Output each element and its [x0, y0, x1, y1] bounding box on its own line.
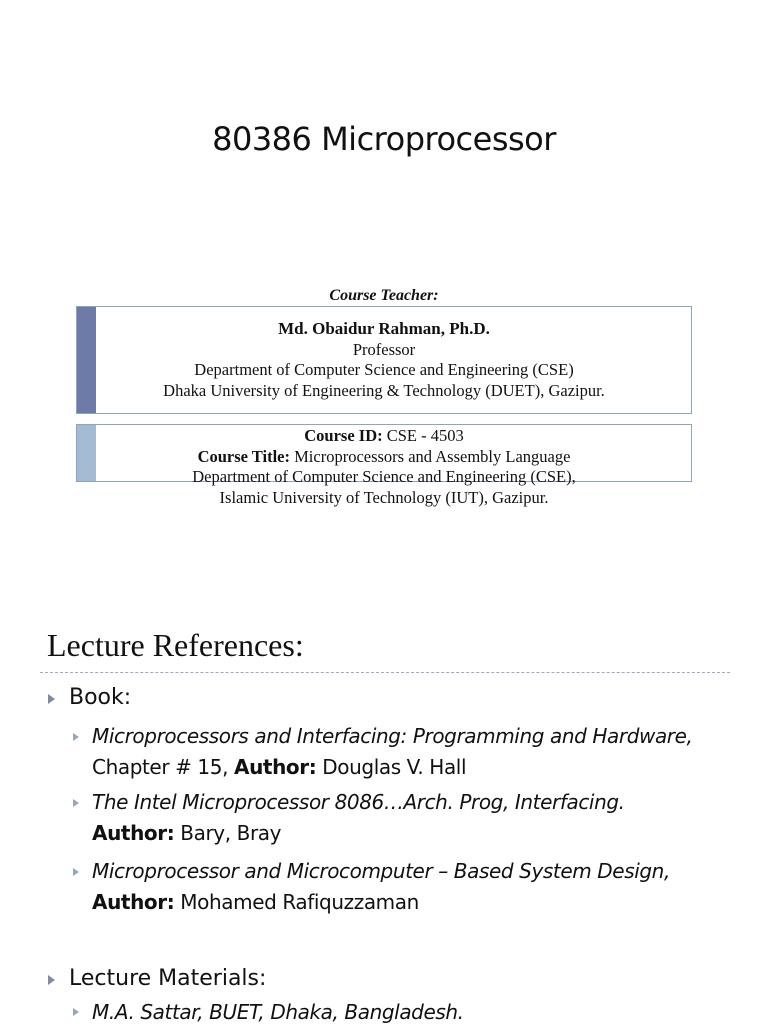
book-author-label: Author:: [234, 755, 317, 779]
book-author-label: Author:: [92, 890, 175, 914]
teacher-name: Md. Obaidur Rahman, Ph.D.: [278, 319, 490, 338]
lecture-materials-label: Lecture Materials:: [69, 966, 267, 991]
book-label: Book:: [69, 685, 132, 710]
teacher-info: [0, 319, 768, 401]
course-id-line: [0, 426, 768, 447]
course-teacher-heading: Course Teacher:: [329, 287, 439, 304]
book-title: Microprocessors and Interfacing: Programming and Hardware,: [92, 724, 693, 748]
material-item: M.A. Sattar, BUET, Dhaka, Bangladesh.: [92, 1000, 464, 1024]
teacher-position: Professor: [352, 339, 416, 359]
book-author: Bary, Bray: [174, 821, 282, 845]
book-author-line: [92, 818, 625, 849]
book-title: The Intel Microprocessor 8086…Arch. Prog, Interfacing.: [92, 790, 625, 814]
sub-bullet-triangle-icon: [73, 868, 79, 876]
bullet-triangle-icon: [48, 694, 55, 704]
title-divider: [40, 672, 730, 673]
teacher-university: Dhaka University of Engineering & Technology (DUET), Gazipur.: [163, 380, 605, 400]
book-author-line: [92, 752, 692, 783]
book-author-label: Author:: [92, 821, 175, 845]
course-title-label: Course Title:: [197, 446, 290, 466]
course-title-value: Microprocessors and Assembly Language: [290, 446, 571, 466]
book-title: Microprocessor and Microcomputer – Based System Design,: [92, 859, 670, 883]
course-university: Islamic University of Technology (IUT), Gazipur.: [219, 487, 549, 507]
sub-bullet-triangle-icon: [73, 1008, 79, 1016]
book-author: Douglas V. Hall: [316, 755, 467, 779]
lecture-references-title: Lecture References:: [47, 627, 304, 663]
book-item: [92, 721, 692, 783]
sub-bullet-triangle-icon: [73, 733, 79, 741]
course-info: [0, 426, 768, 508]
book-chapter: Chapter # 15,: [92, 755, 234, 779]
book-author: Mohamed Rafiquzzaman: [174, 890, 419, 914]
course-id-label: Course ID:: [304, 426, 383, 445]
book-item: [92, 856, 670, 918]
sub-bullet-triangle-icon: [73, 799, 79, 807]
course-id-value: CSE - 4503: [382, 426, 464, 445]
teacher-department: Department of Computer Science and Engineering (CSE): [194, 360, 574, 379]
course-title-line: [0, 447, 768, 468]
slide-title: 80386 Microprocessor: [212, 120, 556, 158]
book-author-line: [92, 887, 670, 918]
book-item: [92, 787, 625, 849]
bullet-triangle-icon: [48, 975, 55, 985]
course-department: Department of Computer Science and Engineering (CSE),: [192, 467, 576, 486]
